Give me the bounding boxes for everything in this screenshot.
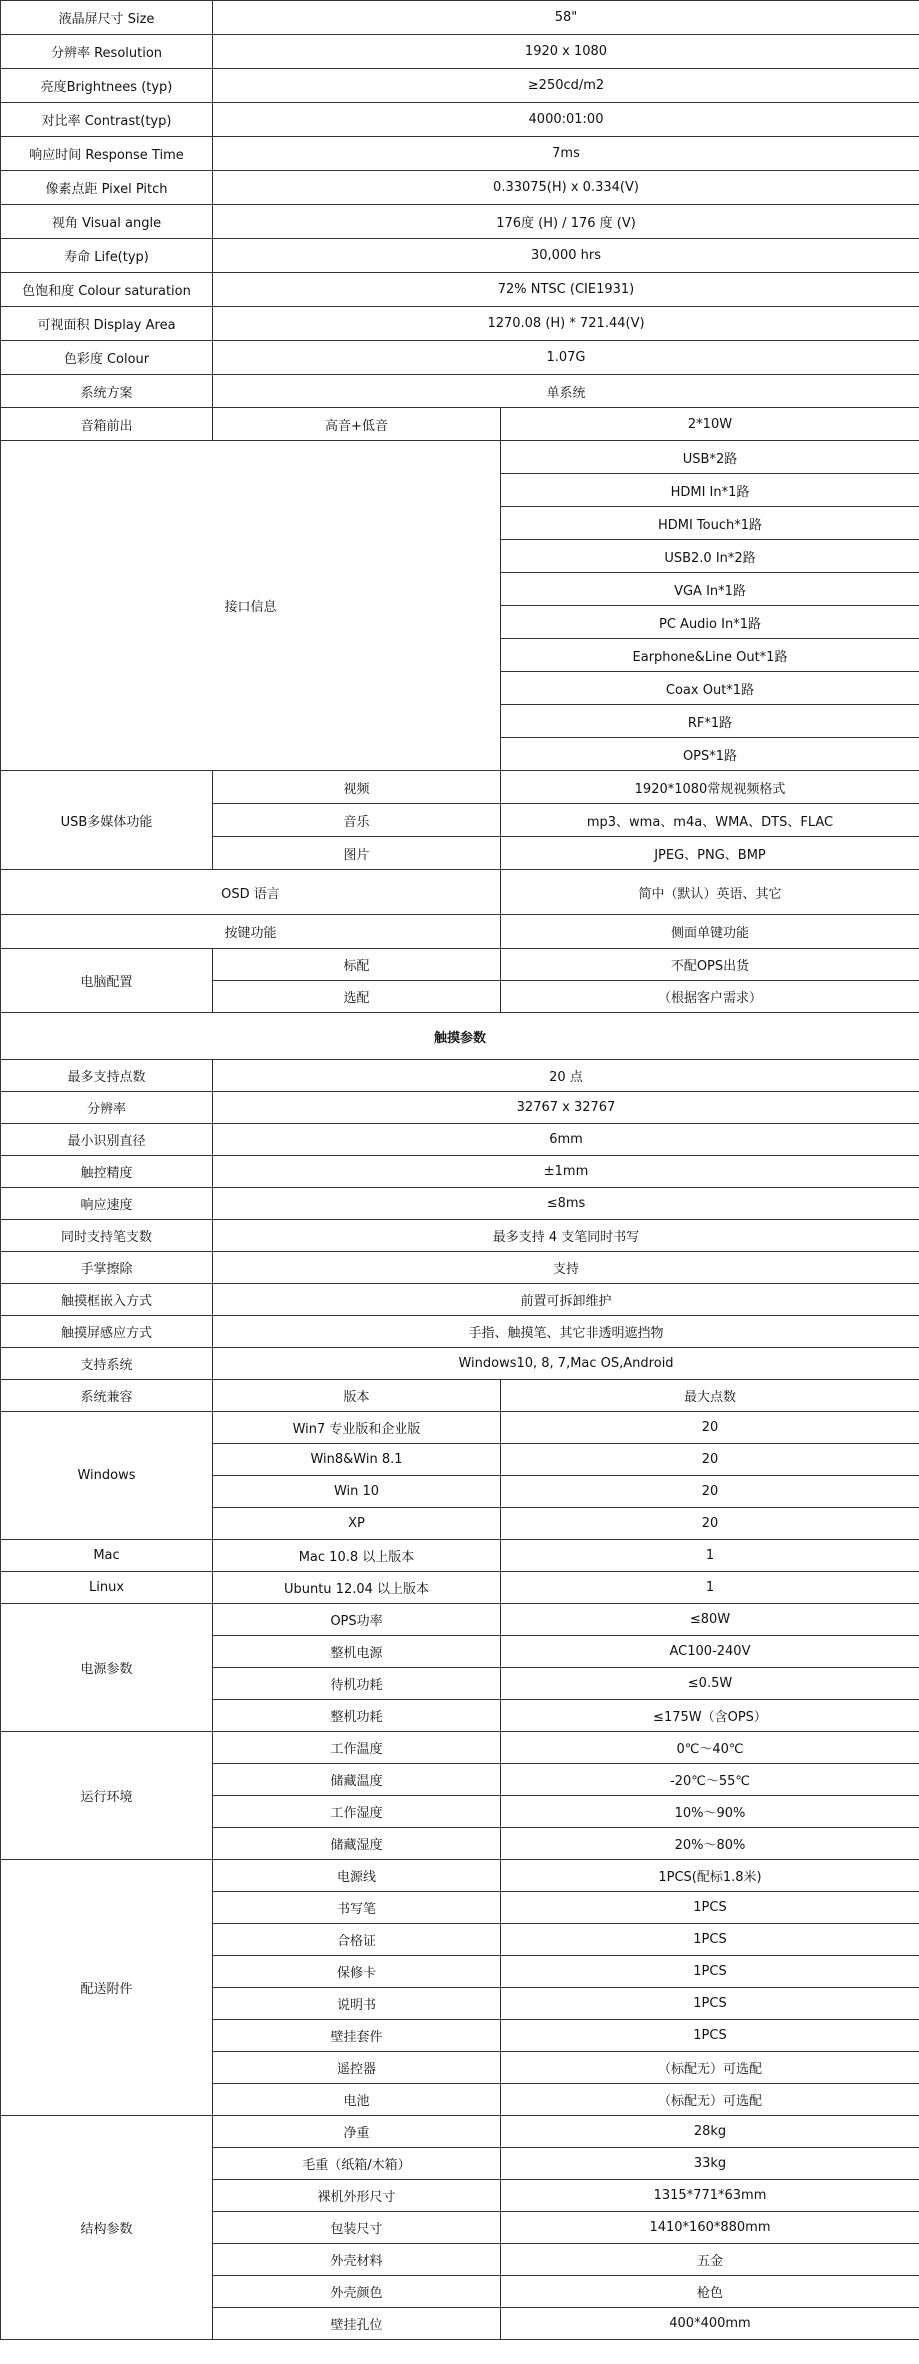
- interface-item: Earphone&Line Out*1路: [501, 639, 919, 672]
- spec-value: 1PCS: [501, 1924, 919, 1956]
- spec-subitem: OPS功率: [213, 1604, 501, 1636]
- column-header: 版本: [213, 1380, 501, 1412]
- spec-value: 1PCS: [501, 1956, 919, 1988]
- table-row: [1, 1124, 919, 1156]
- max-points: 20: [501, 1412, 919, 1444]
- spec-subitem: 遥控器: [213, 2052, 501, 2084]
- spec-subitem: 待机功耗: [213, 1668, 501, 1700]
- spec-subitem: 书写笔: [213, 1892, 501, 1924]
- spec-value: ≥250cd/m2: [213, 69, 919, 103]
- spec-label: 最多支持点数: [1, 1060, 213, 1092]
- spec-label: 可视面积 Display Area: [1, 307, 213, 341]
- spec-label: 电脑配置: [1, 949, 213, 1013]
- table-row: [1, 408, 919, 441]
- spec-subitem: 壁挂孔位: [213, 2308, 501, 2340]
- spec-label: 分辨率: [1, 1092, 213, 1124]
- table-row: [1, 239, 919, 273]
- spec-subitem: 电源线: [213, 1860, 501, 1892]
- table-row: [1, 2116, 919, 2148]
- spec-label: 分辨率 Resolution: [1, 35, 213, 69]
- spec-value: 7ms: [213, 137, 919, 171]
- spec-value: 0.33075(H) x 0.334(V): [213, 171, 919, 205]
- table-row: [1, 1013, 919, 1060]
- spec-value: 20 点: [213, 1060, 919, 1092]
- spec-value: 不配OPS出货: [501, 949, 919, 981]
- table-row: [1, 949, 919, 981]
- spec-label: 音箱前出: [1, 408, 213, 441]
- interface-item: HDMI Touch*1路: [501, 507, 919, 540]
- interface-item: VGA In*1路: [501, 573, 919, 606]
- os-version: XP: [213, 1508, 501, 1540]
- spec-value: ≤0.5W: [501, 1668, 919, 1700]
- spec-subitem: 外壳材料: [213, 2244, 501, 2276]
- spec-label: 亮度Brightnees (typ): [1, 69, 213, 103]
- spec-value: 1920*1080常规视频格式: [501, 771, 919, 804]
- interface-item: RF*1路: [501, 705, 919, 738]
- table-row: [1, 771, 919, 804]
- max-points: 20: [501, 1444, 919, 1476]
- table-row: [1, 1732, 919, 1764]
- spec-label: 运行环境: [1, 1732, 213, 1860]
- spec-label: 配送附件: [1, 1860, 213, 2116]
- spec-label: 触控精度: [1, 1156, 213, 1188]
- spec-value: ≤8ms: [213, 1188, 919, 1220]
- spec-subitem: 合格证: [213, 1924, 501, 1956]
- table-row: [1, 1412, 919, 1444]
- spec-subitem: 毛重（纸箱/木箱）: [213, 2148, 501, 2180]
- spec-value: 手指、触摸笔、其它非透明遮挡物: [213, 1316, 919, 1348]
- spec-label: 寿命 Life(typ): [1, 239, 213, 273]
- os-version: Win7 专业版和企业版: [213, 1412, 501, 1444]
- max-points: 1: [501, 1572, 919, 1604]
- os-version: Mac 10.8 以上版本: [213, 1540, 501, 1572]
- spec-value: 2*10W: [501, 408, 919, 441]
- table-row: [1, 441, 919, 474]
- interface-item: USB*2路: [501, 441, 919, 474]
- spec-label: 系统兼容: [1, 1380, 213, 1412]
- spec-subitem: 说明书: [213, 1988, 501, 2020]
- max-points: 20: [501, 1508, 919, 1540]
- spec-label: 对比率 Contrast(typ): [1, 103, 213, 137]
- table-row: [1, 1380, 919, 1412]
- interface-item: HDMI In*1路: [501, 474, 919, 507]
- spec-label: 液晶屏尺寸 Size: [1, 1, 213, 35]
- spec-subitem: 整机电源: [213, 1636, 501, 1668]
- spec-value: 五金: [501, 2244, 919, 2276]
- spec-label: 触摸屏感应方式: [1, 1316, 213, 1348]
- interface-item: Coax Out*1路: [501, 672, 919, 705]
- spec-value: ±1mm: [213, 1156, 919, 1188]
- spec-value: 1270.08 (H) * 721.44(V): [213, 307, 919, 341]
- spec-value: 前置可拆卸维护: [213, 1284, 919, 1316]
- table-row: [1, 1284, 919, 1316]
- spec-value: 58": [213, 1, 919, 35]
- table-row: [1, 307, 919, 341]
- spec-value: 1PCS(配标1.8米): [501, 1860, 919, 1892]
- section-title: 触摸参数: [1, 1013, 919, 1060]
- spec-value: 20%～80%: [501, 1828, 919, 1860]
- spec-label: OSD 语言: [1, 870, 501, 915]
- spec-subitem: 裸机外形尺寸: [213, 2180, 501, 2212]
- spec-subitem: 选配: [213, 981, 501, 1013]
- table-row: [1, 171, 919, 205]
- spec-value: 1315*771*63mm: [501, 2180, 919, 2212]
- spec-label: Windows: [1, 1412, 213, 1540]
- spec-subitem: 净重: [213, 2116, 501, 2148]
- spec-value: 4000:01:00: [213, 103, 919, 137]
- spec-value: 侧面单键功能: [501, 915, 919, 949]
- spec-subitem: 音乐: [213, 804, 501, 837]
- spec-value: 176度 (H) / 176 度 (V): [213, 205, 919, 239]
- spec-subitem: 包装尺寸: [213, 2212, 501, 2244]
- table-row: [1, 1860, 919, 1892]
- spec-label: 像素点距 Pixel Pitch: [1, 171, 213, 205]
- spec-subitem: 工作湿度: [213, 1796, 501, 1828]
- spec-value: 简中（默认）英语、其它: [501, 870, 919, 915]
- max-points: 1: [501, 1540, 919, 1572]
- spec-value: （标配无）可选配: [501, 2084, 919, 2116]
- spec-value: Windows10, 8, 7,Mac OS,Android: [213, 1348, 919, 1380]
- table-row: [1, 341, 919, 375]
- table-row: [1, 1, 919, 35]
- table-row: [1, 1348, 919, 1380]
- table-row: [1, 1540, 919, 1572]
- table-row: [1, 1188, 919, 1220]
- spec-value: 1410*160*880mm: [501, 2212, 919, 2244]
- spec-subitem: 外壳颜色: [213, 2276, 501, 2308]
- spec-label: 系统方案: [1, 375, 213, 408]
- table-row: [1, 1316, 919, 1348]
- table-row: [1, 1604, 919, 1636]
- spec-subitem: 标配: [213, 949, 501, 981]
- os-version: Ubuntu 12.04 以上版本: [213, 1572, 501, 1604]
- spec-subitem: 图片: [213, 837, 501, 870]
- spec-subitem: 电池: [213, 2084, 501, 2116]
- spec-value: 28kg: [501, 2116, 919, 2148]
- spec-value: -20℃～55℃: [501, 1764, 919, 1796]
- spec-value: 0℃～40℃: [501, 1732, 919, 1764]
- spec-subitem: 储藏温度: [213, 1764, 501, 1796]
- table-row: [1, 137, 919, 171]
- table-row: [1, 375, 919, 408]
- spec-subitem: 视频: [213, 771, 501, 804]
- spec-table-body: [1, 1, 919, 2340]
- spec-label: 结构参数: [1, 2116, 213, 2340]
- spec-label: 手掌擦除: [1, 1252, 213, 1284]
- os-version: Win 10: [213, 1476, 501, 1508]
- spec-label: 接口信息: [1, 441, 501, 771]
- interface-item: OPS*1路: [501, 738, 919, 771]
- spec-value: ≤80W: [501, 1604, 919, 1636]
- table-row: [1, 103, 919, 137]
- spec-value: 枪色: [501, 2276, 919, 2308]
- spec-value: 支持: [213, 1252, 919, 1284]
- spec-subitem: 保修卡: [213, 1956, 501, 1988]
- spec-value: mp3、wma、m4a、WMA、DTS、FLAC: [501, 804, 919, 837]
- spec-value: 单系统: [213, 375, 919, 408]
- spec-value: 1PCS: [501, 2020, 919, 2052]
- spec-value: AC100-240V: [501, 1636, 919, 1668]
- spec-label: Linux: [1, 1572, 213, 1604]
- table-row: [1, 35, 919, 69]
- table-row: [1, 1060, 919, 1092]
- table-row: [1, 1252, 919, 1284]
- max-points: 20: [501, 1476, 919, 1508]
- table-row: [1, 273, 919, 307]
- spec-value: 72% NTSC (CIE1931): [213, 273, 919, 307]
- spec-value: 10%～90%: [501, 1796, 919, 1828]
- spec-value: 1PCS: [501, 1892, 919, 1924]
- spec-value: JPEG、PNG、BMP: [501, 837, 919, 870]
- spec-label: 响应速度: [1, 1188, 213, 1220]
- spec-value: 6mm: [213, 1124, 919, 1156]
- spec-label: 最小识别直径: [1, 1124, 213, 1156]
- spec-value: 1PCS: [501, 1988, 919, 2020]
- spec-label: 视角 Visual angle: [1, 205, 213, 239]
- os-version: Win8&Win 8.1: [213, 1444, 501, 1476]
- table-row: [1, 69, 919, 103]
- spec-value: 400*400mm: [501, 2308, 919, 2340]
- spec-label: 色彩度 Colour: [1, 341, 213, 375]
- table-row: [1, 1156, 919, 1188]
- spec-value: 1.07G: [213, 341, 919, 375]
- spec-label: 同时支持笔支数: [1, 1220, 213, 1252]
- table-row: [1, 1092, 919, 1124]
- table-row: [1, 1572, 919, 1604]
- interface-item: PC Audio In*1路: [501, 606, 919, 639]
- spec-value: （根据客户需求）: [501, 981, 919, 1013]
- spec-subitem: 整机功耗: [213, 1700, 501, 1732]
- spec-value: 33kg: [501, 2148, 919, 2180]
- spec-value: 最多支持 4 支笔同时书写: [213, 1220, 919, 1252]
- spec-label: 按键功能: [1, 915, 501, 949]
- table-row: [1, 870, 919, 915]
- table-row: [1, 205, 919, 239]
- spec-subitem: 工作温度: [213, 1732, 501, 1764]
- spec-subitem: 高音+低音: [213, 408, 501, 441]
- spec-subitem: 储藏湿度: [213, 1828, 501, 1860]
- interface-item: USB2.0 In*2路: [501, 540, 919, 573]
- spec-value: 1920 x 1080: [213, 35, 919, 69]
- column-header: 最大点数: [501, 1380, 919, 1412]
- spec-label: 色饱和度 Colour saturation: [1, 273, 213, 307]
- spec-value: ≤175W（含OPS）: [501, 1700, 919, 1732]
- spec-label: 触摸框嵌入方式: [1, 1284, 213, 1316]
- spec-value: 32767 x 32767: [213, 1092, 919, 1124]
- table-row: [1, 1220, 919, 1252]
- spec-subitem: 壁挂套件: [213, 2020, 501, 2052]
- spec-value: （标配无）可选配: [501, 2052, 919, 2084]
- spec-label: USB多媒体功能: [1, 771, 213, 870]
- spec-label: 电源参数: [1, 1604, 213, 1732]
- table-row: [1, 915, 919, 949]
- spec-label: 支持系统: [1, 1348, 213, 1380]
- spec-label: Mac: [1, 1540, 213, 1572]
- spec-value: 30,000 hrs: [213, 239, 919, 273]
- spec-label: 响应时间 Response Time: [1, 137, 213, 171]
